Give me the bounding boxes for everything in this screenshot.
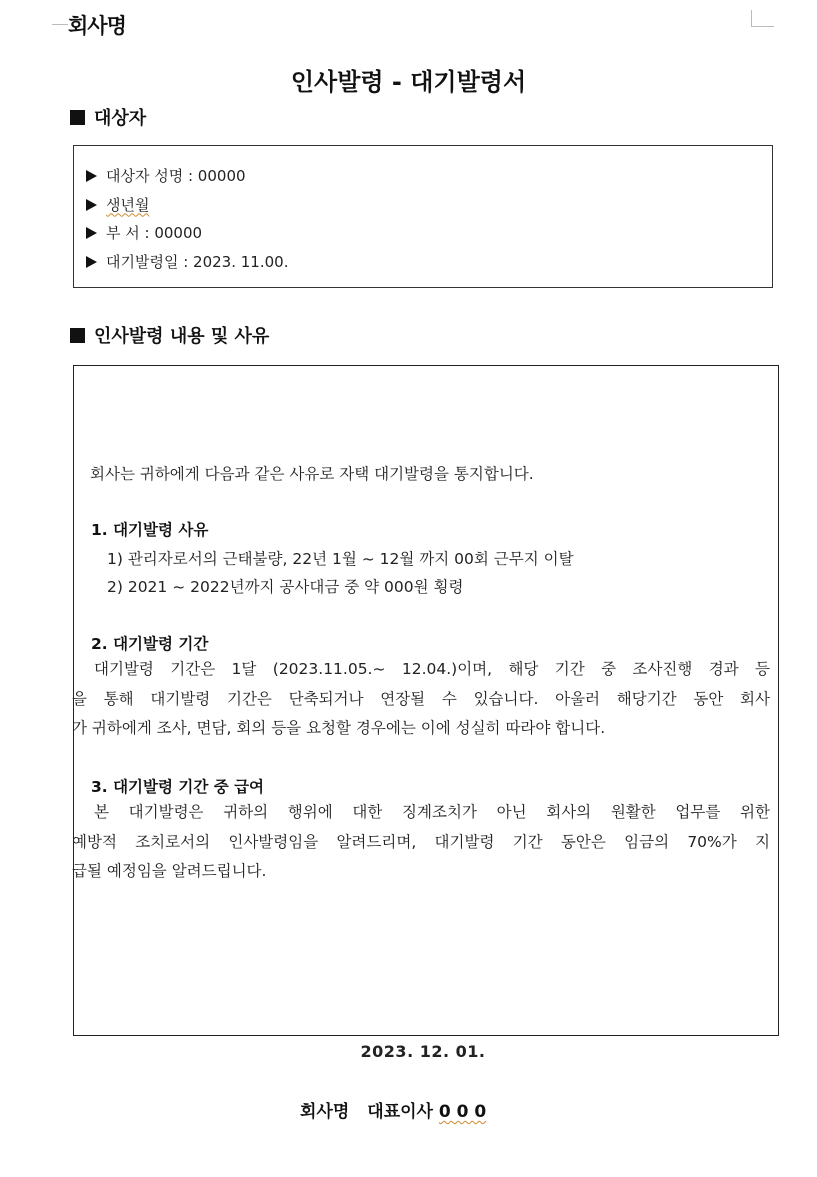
content-box [73,365,779,1036]
target-item-label: 대상자 성명 : 00000 [106,167,246,185]
reason-line-1: 1) 관리자로서의 근태불량, 22년 1월 ~ 12월 까지 00회 근무지 이탈 [107,550,574,568]
triangle-bullet-icon [86,170,97,182]
item-title-reason: 1. 대기발령 사유 [91,521,209,539]
document-title: 인사발령 - 대기발령서 [290,68,527,96]
signature-title: 대표이사 [367,1102,433,1122]
issue-date: 2023. 12. 01. [360,1042,486,1061]
square-bullet-icon [70,328,85,343]
section-heading-label: 인사발령 내용 및 사유 [94,326,270,347]
signature-line [300,1097,486,1122]
paragraph-line: 을 통해 대기발령 기간은 단축되거나 연장될 수 있습니다. 아울러 해당기간 동안 회사 [72,689,770,708]
section-heading-label: 대상자 [94,108,147,129]
target-item-standby-date [86,248,288,277]
target-item-name [86,162,288,191]
target-info-box [73,145,773,288]
page-corner-mark-left [52,24,68,25]
signature-company: 회사명 [300,1102,350,1122]
triangle-bullet-icon [86,199,97,211]
intro-text: 회사는 귀하에게 다음과 같은 사유로 자택 대기발령을 통지합니다. [90,465,534,483]
company-name-header: 회사명 [68,14,126,38]
target-item-department [86,219,288,248]
paragraph-line: 대기발령 기간은 1달 (2023.11.05.~ 12.04.)이며, 해당 기간 중 조사진행 경과 등 [94,660,770,678]
target-item-label: 부 서 : 00000 [106,224,203,242]
triangle-bullet-icon [86,256,97,268]
section-heading-target [70,104,146,130]
target-item-label: 대기발령일 : 2023. 11.00. [106,252,289,271]
signature-name: 0 0 0 [438,1102,487,1122]
period-paragraph [72,655,770,744]
square-bullet-icon [70,110,85,125]
target-info-list [86,162,288,276]
page-corner-mark-right [751,10,774,27]
paragraph-line: 급될 예정임을 알려드립니다. [72,862,267,880]
paragraph-line: 본 대기발령은 귀하의 행위에 대한 징계조치가 아닌 회사의 원활한 업무를 위한 [94,803,770,821]
reason-line-2: 2) 2021 ~ 2022년까지 공사대금 중 약 000원 횡령 [107,578,464,596]
paragraph-line: 가 귀하에게 조사, 면담, 회의 등을 요청할 경우에는 이에 성실히 따라야 합니다. [72,719,606,737]
section-heading-content [70,322,269,348]
item-title-salary: 3. 대기발령 기간 중 급여 [91,778,265,796]
paragraph-line: 예방적 조치로서의 인사발령임을 알려드리며, 대기발령 기간 동안은 임금의 70%가 지 [72,832,770,851]
item-title-period: 2. 대기발령 기간 [91,635,209,653]
target-item-birthdate [86,191,288,220]
target-item-label: 생년월 [106,195,150,214]
salary-paragraph [72,798,770,887]
triangle-bullet-icon [86,227,97,239]
